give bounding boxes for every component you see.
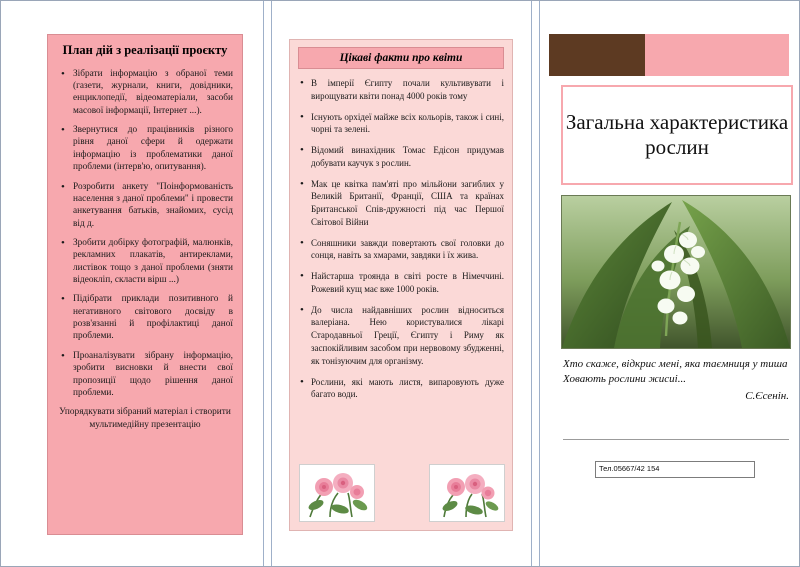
panel-right-cover bbox=[539, 1, 799, 566]
action-plan-closing: Упорядкувати зібраний матеріал і створити мультимедійну презентацію bbox=[59, 407, 231, 430]
pink-roses-thumbnail-left bbox=[299, 464, 375, 522]
fold-guide-right-a bbox=[531, 1, 532, 566]
action-plan-title: План дій з реалізації проєкту bbox=[62, 43, 228, 57]
list-item: • До числа найдавніших рослин відноситься валеріана. Нею користувалися лікарі Стародавньої Греції, Єгипту і Риму як заспокійливим засобом при нервовому збудженні, як тонізуючим для організму. bbox=[298, 304, 504, 368]
cover-title-box bbox=[561, 85, 793, 185]
panel-middle bbox=[271, 1, 531, 566]
page-title: Загальна характеристика рослин bbox=[565, 109, 789, 159]
list-item: • Зібрати інформацію з обраної теми (газети, журнали, книги, довідники, енциклопедії, відеоматеріали, засоби масової інформації, Інтернет ...). bbox=[57, 68, 233, 117]
list-item: • Відомий винахідник Томас Едісон придумав добувати каучук з рослин. bbox=[298, 144, 504, 170]
quote-author: С.Єсенін. bbox=[745, 389, 789, 402]
fun-facts-list bbox=[298, 77, 504, 401]
list-item: • Звернутися до працівників різного рівня даної сфери й одержати інформацію із проблематики даної проблеми (інтерв'ю, опитування). bbox=[57, 124, 233, 173]
fold-guide-left-a bbox=[263, 1, 264, 566]
list-item: • Зробити добірку фотографій, малюнків, рекламних плакатів, антиреклами, листівок тощо з даної проблеми (зняти відеокліп, скласти вірш ...) bbox=[57, 237, 233, 286]
list-item: • Рослини, які мають листя, випаровують дуже багато води. bbox=[298, 376, 504, 402]
cover-banner-pink bbox=[645, 34, 789, 76]
list-item: • Проаналізувати зібрану інформацію, зробити висновки й внести свої пропозиції щодо рішення даної проблеми. bbox=[57, 350, 233, 399]
fun-facts-card bbox=[289, 39, 513, 531]
fun-facts-title: Цікаві факти про квіти bbox=[298, 47, 504, 69]
contact-field[interactable]: Тел.05667/42 154 bbox=[595, 461, 755, 478]
list-item: • Існують орхідеї майже всіх кольорів, також і сині, чорні та зелені. bbox=[298, 111, 504, 137]
action-plan-card bbox=[47, 34, 243, 535]
list-item: • Розробити анкету "Поінформованість населення з даної проблеми" і провести анкетування батьків, знайомих, сусід від д. bbox=[57, 181, 233, 230]
cover-quote bbox=[563, 357, 789, 404]
list-item: • Підібрати приклади позитивного й негативного світового досвіду в розв'язанні й профілактиці даної проблеми. bbox=[57, 293, 233, 342]
pink-roses-thumbnail-right bbox=[429, 464, 505, 522]
action-plan-list bbox=[57, 68, 233, 431]
list-item: • Мак це квітка пам'яті про мільйони загиблих у Великій Британії, Франції, США та країнах Британської Спів-дружності під час Першої Світової Війни bbox=[298, 178, 504, 229]
list-item: • Найстарша троянда в світі росте в Німеччині. Рожевий кущ має вже 1000 років. bbox=[298, 270, 504, 296]
quote-text: Хто скаже, відкрис мені, яка таємниця у тиша Ховають рослини жисиі... bbox=[563, 358, 788, 385]
flower-thumbnail-row bbox=[299, 464, 505, 522]
list-item: • Соняшники завжди повертають свої головки до сонця, навіть за хмарами, завдяки і їх жива. bbox=[298, 237, 504, 263]
panel-left bbox=[1, 1, 263, 566]
list-item: • В імперії Єгипту почали культивувати і вирощувати квіти понад 4000 років тому bbox=[298, 77, 504, 103]
divider bbox=[563, 439, 789, 440]
lily-of-the-valley-photo bbox=[561, 195, 791, 349]
cover-banner-brown bbox=[549, 34, 645, 76]
